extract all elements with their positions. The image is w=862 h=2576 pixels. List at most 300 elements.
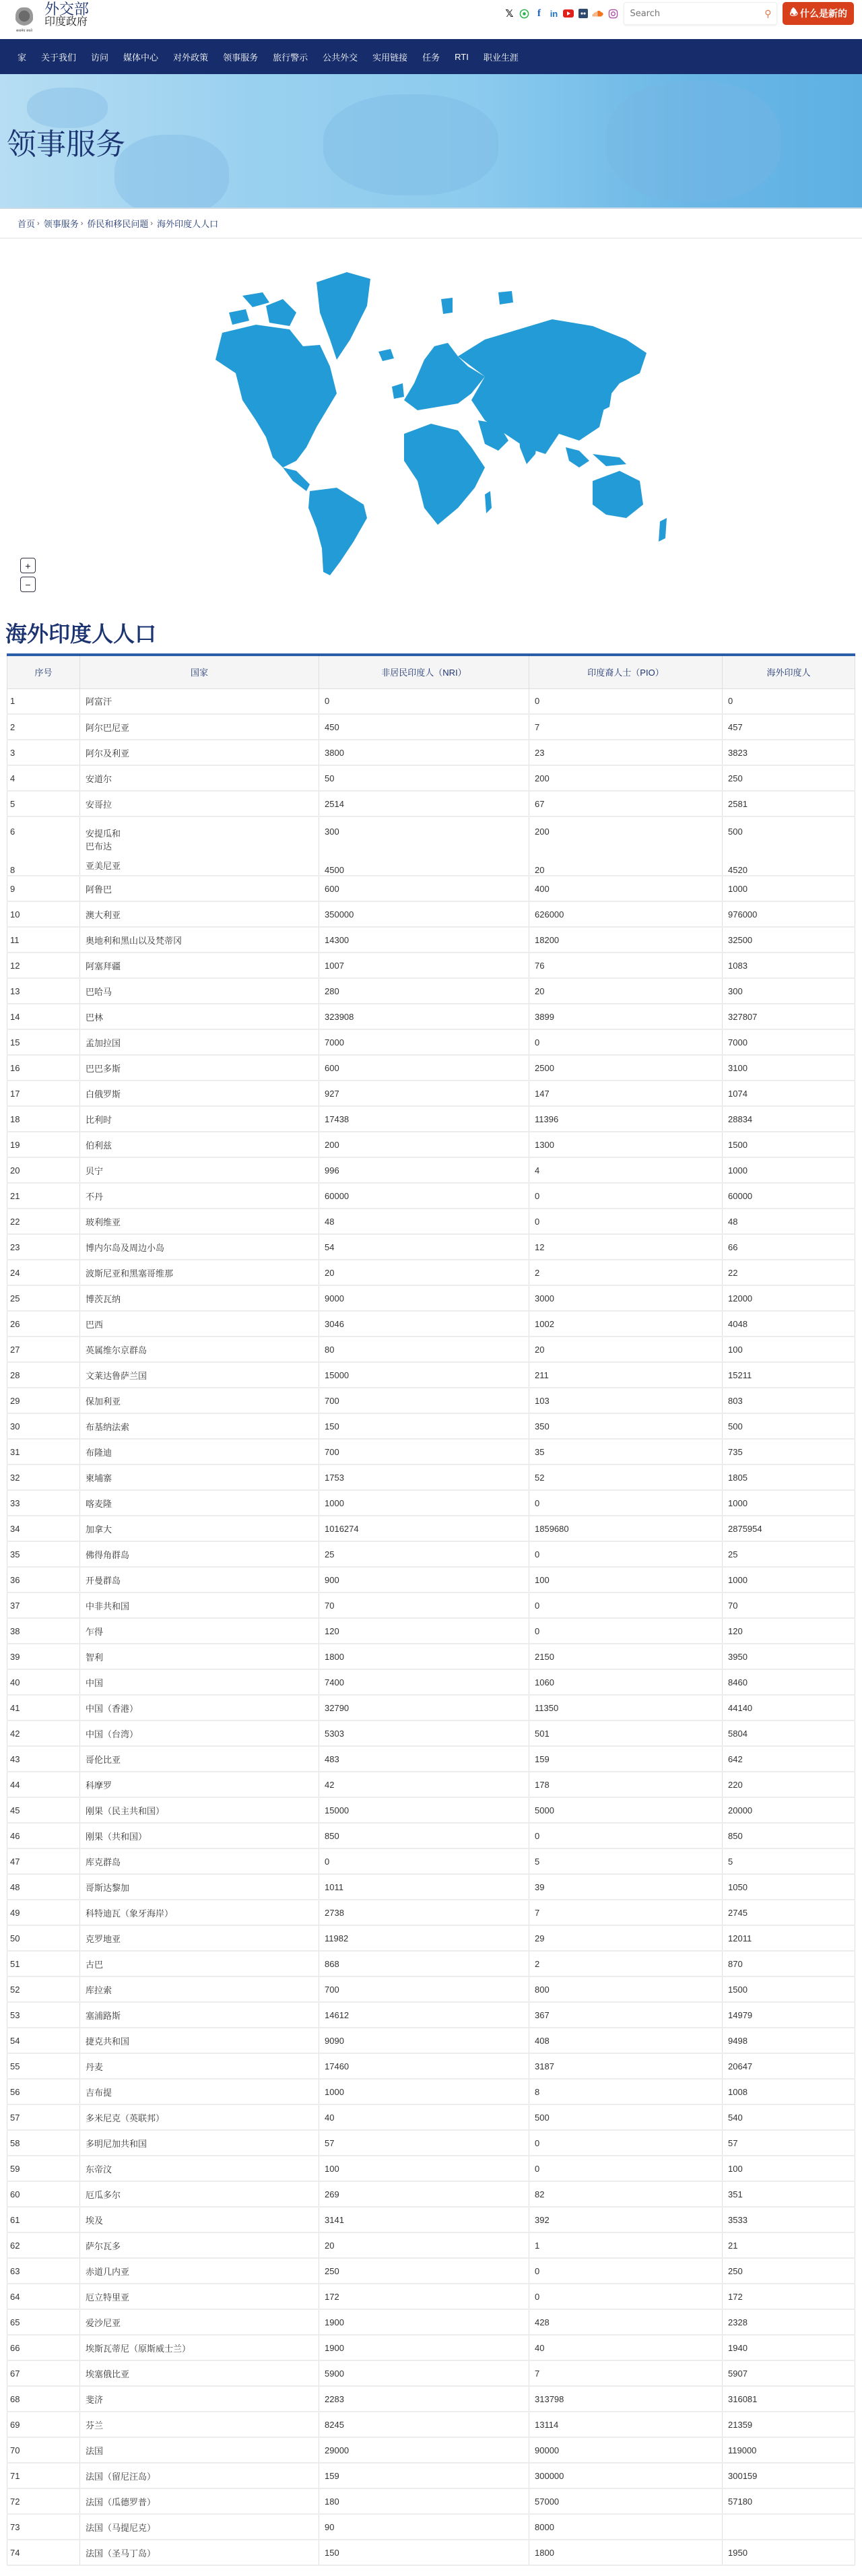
cell-pio: 90000	[529, 2437, 723, 2463]
nav-item-missions[interactable]: 任务	[422, 52, 440, 63]
cell-index: 46	[7, 1823, 80, 1848]
nav-item-public-diplomacy[interactable]: 公共外交	[323, 52, 358, 63]
cell-nri: 450	[319, 714, 529, 740]
cell-index: 22	[7, 1209, 80, 1234]
chevron-right-icon: ›	[37, 219, 40, 228]
map-zoom-out-button[interactable]: −	[20, 577, 36, 592]
cell-nri: 1000	[319, 1490, 529, 1516]
nav-item-home[interactable]: 家	[18, 52, 27, 63]
cell-pio: 501	[529, 1720, 723, 1746]
cell-nri: 120	[319, 1618, 529, 1644]
cell-country: 埃塞俄比亚	[80, 2360, 319, 2386]
cell-pio: 8000	[529, 2514, 723, 2540]
table-row	[7, 1004, 855, 1029]
diaspora-table-wrapper	[7, 653, 855, 2566]
breadcrumb-diaspora-issues[interactable]: 侨民和移民问题	[87, 219, 149, 229]
cell-index: 15	[7, 1029, 80, 1055]
cell-total: 15211	[723, 1362, 855, 1388]
table-row	[7, 1157, 855, 1183]
breadcrumb-home[interactable]: 首页	[18, 219, 36, 229]
cell-index: 21	[7, 1183, 80, 1209]
cell-index: 26	[7, 1311, 80, 1337]
cell-pio: 147	[529, 1081, 723, 1106]
cell-pio: 13114	[529, 2412, 723, 2437]
table-row	[7, 765, 855, 791]
table-row	[7, 1772, 855, 1797]
cell-index-value: 6	[10, 827, 15, 837]
cell-country: 阿鲁巴	[80, 876, 319, 901]
table-row	[7, 1337, 855, 1362]
cell-country: 芬兰	[80, 2412, 319, 2437]
bell-icon: 🕭	[789, 7, 798, 18]
cell-total: 803	[723, 1388, 855, 1413]
whats-new-label: 什么是新的	[800, 8, 847, 19]
cell-country: 布基纳法索	[80, 1413, 319, 1439]
flickr-icon[interactable]	[578, 8, 589, 19]
cell-pio: 0	[529, 2284, 723, 2309]
world-map-section	[0, 238, 862, 602]
cell-index: 58	[7, 2130, 80, 2156]
search-icon[interactable]: ⚲	[764, 7, 772, 19]
cell-pio: 300000	[529, 2463, 723, 2488]
cell-pio: 8	[529, 2079, 723, 2104]
page-hero-title: 领事服务	[7, 128, 125, 161]
cell-total: 1000	[723, 1567, 855, 1592]
table-row	[7, 1567, 855, 1592]
cell-total: 316081	[723, 2386, 855, 2412]
table-row	[7, 2258, 855, 2284]
cell-country: 加拿大	[80, 1516, 319, 1541]
cell-country: 中国（香港）	[80, 1695, 319, 1720]
table-row	[7, 1720, 855, 1746]
cell-pio: 0	[529, 1029, 723, 1055]
cell-nri: 350000	[319, 901, 529, 927]
cell-total: 327807	[723, 1004, 855, 1029]
cell-country: 中国	[80, 1669, 319, 1695]
cell-index: 33	[7, 1490, 80, 1516]
cell-pio: 52	[529, 1464, 723, 1490]
cell-country: 法国（瓜德罗普）	[80, 2488, 319, 2514]
cell-country: 克罗地亚	[80, 1925, 319, 1951]
cell-nri: 7400	[319, 1669, 529, 1695]
table-row	[7, 1951, 855, 1976]
brand[interactable]	[12, 0, 89, 39]
table-row	[7, 1490, 855, 1516]
cell-total: 3533	[723, 2207, 855, 2232]
cell-total: 3823	[723, 740, 855, 765]
cell-pio: 0	[529, 2258, 723, 2284]
cell-index: 42	[7, 1720, 80, 1746]
cell-country: 东帝汶	[80, 2156, 319, 2181]
cell-pio: 29	[529, 1925, 723, 1951]
cell-country: 爱沙尼亚	[80, 2309, 319, 2335]
world-map[interactable]	[202, 265, 680, 575]
cell-index: 49	[7, 1900, 80, 1925]
cell-pio: 0	[529, 2130, 723, 2156]
cell-country-value: 安提瓜和巴布达	[86, 829, 121, 851]
cell-country: 巴西	[80, 1311, 319, 1337]
table-row	[7, 1055, 855, 1081]
table-row	[7, 901, 855, 927]
cell-total: 976000	[723, 901, 855, 927]
cell-total: 0	[723, 688, 855, 714]
nav-item-useful-links[interactable]: 实用链接	[372, 52, 408, 63]
table-row	[7, 1439, 855, 1464]
cell-nri: 600	[319, 1055, 529, 1081]
cell-country: 法国（马提尼克）	[80, 2514, 319, 2540]
cell-country: 法国（留尼汪岛）	[80, 2463, 319, 2488]
cell-total: 21	[723, 2232, 855, 2258]
cell-total: 3950	[723, 1644, 855, 1669]
soundcloud-icon[interactable]	[593, 8, 603, 19]
table-row	[7, 1541, 855, 1567]
cell-country: 阿尔巴尼亚	[80, 714, 319, 740]
cell-index: 50	[7, 1925, 80, 1951]
table-row	[7, 2463, 855, 2488]
cell-pio: 178	[529, 1772, 723, 1797]
cell-total: 5907	[723, 2360, 855, 2386]
nav-item-media-center[interactable]: 媒体中心	[123, 52, 159, 63]
cell-country: 阿尔及利亚	[80, 740, 319, 765]
table-row	[7, 1592, 855, 1618]
cell-index: 10	[7, 901, 80, 927]
table-row	[7, 2284, 855, 2309]
cell-country: 乍得	[80, 1618, 319, 1644]
cell-total: 1500	[723, 1132, 855, 1157]
whatsapp-icon[interactable]	[519, 8, 529, 19]
cell-country: 玻利维亚	[80, 1209, 319, 1234]
cell-pio: 103	[529, 1388, 723, 1413]
table-row	[7, 1209, 855, 1234]
cell-total: 540	[723, 2104, 855, 2130]
nav-item-careers[interactable]: 职业生涯	[483, 52, 519, 63]
cell-index: 53	[7, 2002, 80, 2028]
cell-nri: 159	[319, 2463, 529, 2488]
nav-item-consular-services[interactable]: 领事服务	[223, 52, 259, 63]
table-row	[7, 2386, 855, 2412]
youtube-icon[interactable]	[563, 8, 574, 19]
nav-item-foreign-policy[interactable]: 对外政策	[173, 52, 209, 63]
whats-new-button[interactable]	[783, 2, 854, 25]
table-row	[7, 1644, 855, 1669]
cell-total: 8460	[723, 1669, 855, 1695]
cell-index: 35	[7, 1541, 80, 1567]
table-row	[7, 1848, 855, 1874]
cell-pio-value: 20	[535, 865, 545, 875]
cell-country: 库克群岛	[80, 1848, 319, 1874]
search-input[interactable]	[630, 9, 751, 19]
table-row	[7, 1618, 855, 1644]
table-row	[7, 978, 855, 1004]
cell-total: 60000	[723, 1183, 855, 1209]
cell-total: 351	[723, 2181, 855, 2207]
table-header-row	[7, 656, 855, 688]
cell-nri: 5303	[319, 1720, 529, 1746]
cell-total: 21359	[723, 2412, 855, 2437]
cell-nri: 17460	[319, 2053, 529, 2079]
cell-nri: 868	[319, 1951, 529, 1976]
cell-index: 72	[7, 2488, 80, 2514]
cell-country: 智利	[80, 1644, 319, 1669]
table-row	[7, 2412, 855, 2437]
cell-pio: 11350	[529, 1695, 723, 1720]
cell-total: 642	[723, 1746, 855, 1772]
cell-nri: 0	[319, 1848, 529, 1874]
table-row	[7, 1029, 855, 1055]
cell-total: 2745	[723, 1900, 855, 1925]
cell-nri: 20	[319, 1260, 529, 1285]
cell-nri: 600	[319, 876, 529, 901]
cell-country: 开曼群岛	[80, 1567, 319, 1592]
cell-pio: 0	[529, 688, 723, 714]
cell-index: 71	[7, 2463, 80, 2488]
cell-total: 3100	[723, 1055, 855, 1081]
cell-index: 73	[7, 2514, 80, 2540]
cell-total: 119000	[723, 2437, 855, 2463]
cell-nri: 11982	[319, 1925, 529, 1951]
hero-map-shape	[114, 135, 229, 209]
cell-index: 61	[7, 2207, 80, 2232]
cell-total: 32500	[723, 927, 855, 953]
cell-pio: 82	[529, 2181, 723, 2207]
cell-nri: 1800	[319, 1644, 529, 1669]
hero-map-shape	[606, 81, 781, 202]
table-row	[7, 1183, 855, 1209]
cell-pio: 2500	[529, 1055, 723, 1081]
cell-total: 1074	[723, 1081, 855, 1106]
cell-total: 5	[723, 1848, 855, 1874]
table-row	[7, 816, 855, 876]
cell-country: 法国	[80, 2437, 319, 2463]
cell-country: 萨尔瓦多	[80, 2232, 319, 2258]
cell-index: 39	[7, 1644, 80, 1669]
cell-total: 100	[723, 2156, 855, 2181]
cell-country: 英属维尔京群岛	[80, 1337, 319, 1362]
cell-total: 1000	[723, 876, 855, 901]
cell-index: 30	[7, 1413, 80, 1439]
ministry-name: 外交部	[44, 1, 90, 18]
cell-country: 孟加拉国	[80, 1029, 319, 1055]
table-row	[7, 2540, 855, 2565]
cell-pio: 313798	[529, 2386, 723, 2412]
cell-pio: 392	[529, 2207, 723, 2232]
cell-total: 300159	[723, 2463, 855, 2488]
cell-nri: 1011	[319, 1874, 529, 1900]
cell-pio: 408	[529, 2028, 723, 2053]
cell-nri: 48	[319, 1209, 529, 1234]
cell-total: 48	[723, 1209, 855, 1234]
cell-nri: 57	[319, 2130, 529, 2156]
cell-total: 457	[723, 714, 855, 740]
cell-pio: 500	[529, 2104, 723, 2130]
cell-index: 9	[7, 876, 80, 901]
cell-pio	[529, 816, 723, 876]
cell-nri: 200	[319, 1132, 529, 1157]
cell-country: 法国（圣马丁岛）	[80, 2540, 319, 2565]
cell-nri: 54	[319, 1234, 529, 1260]
cell-pio: 0	[529, 1618, 723, 1644]
table-row	[7, 2437, 855, 2463]
table-row	[7, 2053, 855, 2079]
cell-index: 63	[7, 2258, 80, 2284]
cell-country: 阿塞拜疆	[80, 953, 319, 978]
cell-country: 巴哈马	[80, 978, 319, 1004]
cell-nri: 250	[319, 2258, 529, 2284]
table-row	[7, 2181, 855, 2207]
cell-country: 哥斯达黎加	[80, 1874, 319, 1900]
cell-nri: 150	[319, 1413, 529, 1439]
cell-pio: 1859680	[529, 1516, 723, 1541]
cell-country: 捷克共和国	[80, 2028, 319, 2053]
map-zoom-in-button[interactable]: +	[20, 558, 36, 573]
table-row	[7, 1823, 855, 1848]
cell-country: 佛得角群岛	[80, 1541, 319, 1567]
cell-country: 斐济	[80, 2386, 319, 2412]
cell-country: 科摩罗	[80, 1772, 319, 1797]
cell-index: 27	[7, 1337, 80, 1362]
table-row	[7, 1900, 855, 1925]
cell-index: 20	[7, 1157, 80, 1183]
cell-total: 250	[723, 765, 855, 791]
cell-index: 47	[7, 1848, 80, 1874]
cell-country	[80, 816, 319, 876]
cell-country: 博茨瓦纳	[80, 1285, 319, 1311]
table-row	[7, 1388, 855, 1413]
cell-nri: 25	[319, 1541, 529, 1567]
cell-nri-value: 4500	[325, 865, 344, 875]
cell-index: 64	[7, 2284, 80, 2309]
cell-nri: 9090	[319, 2028, 529, 2053]
cell-nri: 1900	[319, 2309, 529, 2335]
map-zoom-controls	[20, 558, 36, 592]
cell-country: 白俄罗斯	[80, 1081, 319, 1106]
cell-total: 2581	[723, 791, 855, 816]
cell-pio: 20	[529, 978, 723, 1004]
cell-total: 2875954	[723, 1516, 855, 1541]
main-nav	[0, 39, 862, 74]
cell-nri: 5900	[319, 2360, 529, 2386]
table-row	[7, 791, 855, 816]
facebook-icon[interactable]: f	[537, 7, 541, 19]
cell-country: 巴林	[80, 1004, 319, 1029]
cell-index: 19	[7, 1132, 80, 1157]
cell-nri: 90	[319, 2514, 529, 2540]
table-row	[7, 2104, 855, 2130]
cell-nri: 483	[319, 1746, 529, 1772]
table-row	[7, 1874, 855, 1900]
cell-pio: 400	[529, 876, 723, 901]
cell-country: 古巴	[80, 1951, 319, 1976]
cell-index: 43	[7, 1746, 80, 1772]
cell-total-value: 500	[728, 827, 743, 837]
cell-index	[7, 816, 80, 876]
cell-pio: 18200	[529, 927, 723, 953]
cell-nri: 180	[319, 2488, 529, 2514]
cell-nri: 1000	[319, 2079, 529, 2104]
table-row	[7, 1669, 855, 1695]
cell-total: 250	[723, 2258, 855, 2284]
cell-index: 11	[7, 927, 80, 953]
cell-nri: 280	[319, 978, 529, 1004]
cell-pio: 3000	[529, 1285, 723, 1311]
cell-total: 1000	[723, 1490, 855, 1516]
linkedin-icon[interactable]: in	[550, 8, 558, 19]
cell-country: 比利时	[80, 1106, 319, 1132]
cell-pio: 211	[529, 1362, 723, 1388]
cell-total: 57	[723, 2130, 855, 2156]
table-row	[7, 1464, 855, 1490]
cell-index: 59	[7, 2156, 80, 2181]
cell-total: 70	[723, 1592, 855, 1618]
nav-item-travel-advisories[interactable]: 旅行警示	[273, 52, 308, 63]
cell-index: 34	[7, 1516, 80, 1541]
nav-item-visits[interactable]: 访问	[91, 52, 109, 63]
nav-item-about-us[interactable]: 关于我们	[41, 52, 77, 63]
cell-pio: 428	[529, 2309, 723, 2335]
cell-pio: 0	[529, 1209, 723, 1234]
cell-country-value: 亚美尼亚	[86, 861, 121, 871]
cell-total: 14979	[723, 2002, 855, 2028]
breadcrumb-consular-services[interactable]: 领事服务	[43, 219, 79, 229]
cell-total: 300	[723, 978, 855, 1004]
table-row	[7, 876, 855, 901]
cell-pio: 1002	[529, 1311, 723, 1337]
nav-item-rti[interactable]: RTI	[455, 51, 469, 62]
cell-country: 多米尼克（英联邦）	[80, 2104, 319, 2130]
cell-nri: 14300	[319, 927, 529, 953]
cell-index: 51	[7, 1951, 80, 1976]
cell-index: 3	[7, 740, 80, 765]
national-emblem-logo	[12, 1, 36, 33]
cell-index: 69	[7, 2412, 80, 2437]
cell-index: 32	[7, 1464, 80, 1490]
cell-total: 1500	[723, 1976, 855, 2002]
cell-pio: 350	[529, 1413, 723, 1439]
cell-pio: 0	[529, 1183, 723, 1209]
table-row	[7, 1132, 855, 1157]
cell-nri: 700	[319, 1388, 529, 1413]
table-row	[7, 714, 855, 740]
table-row	[7, 1081, 855, 1106]
table-row	[7, 2156, 855, 2181]
cell-nri: 9000	[319, 1285, 529, 1311]
cell-index: 29	[7, 1388, 80, 1413]
cell-nri: 2738	[319, 1900, 529, 1925]
table-row	[7, 2232, 855, 2258]
cell-country: 安哥拉	[80, 791, 319, 816]
instagram-icon[interactable]	[607, 8, 618, 19]
table-row	[7, 927, 855, 953]
cell-country: 埃及	[80, 2207, 319, 2232]
cell-total: 1940	[723, 2335, 855, 2360]
cell-index: 25	[7, 1285, 80, 1311]
cell-pio: 0	[529, 1541, 723, 1567]
cell-index: 41	[7, 1695, 80, 1720]
cell-index: 57	[7, 2104, 80, 2130]
column-header-total: 海外印度人	[723, 656, 855, 688]
cell-nri: 996	[319, 1157, 529, 1183]
cell-nri: 323908	[319, 1004, 529, 1029]
cell-index: 28	[7, 1362, 80, 1388]
cell-total: 172	[723, 2284, 855, 2309]
diaspora-population-table	[7, 656, 855, 2566]
cell-pio: 40	[529, 2335, 723, 2360]
x-icon[interactable]: 𝕏	[505, 8, 514, 20]
cell-total: 4048	[723, 1311, 855, 1337]
cell-pio: 367	[529, 2002, 723, 2028]
cell-nri: 60000	[319, 1183, 529, 1209]
cell-total: 735	[723, 1439, 855, 1464]
